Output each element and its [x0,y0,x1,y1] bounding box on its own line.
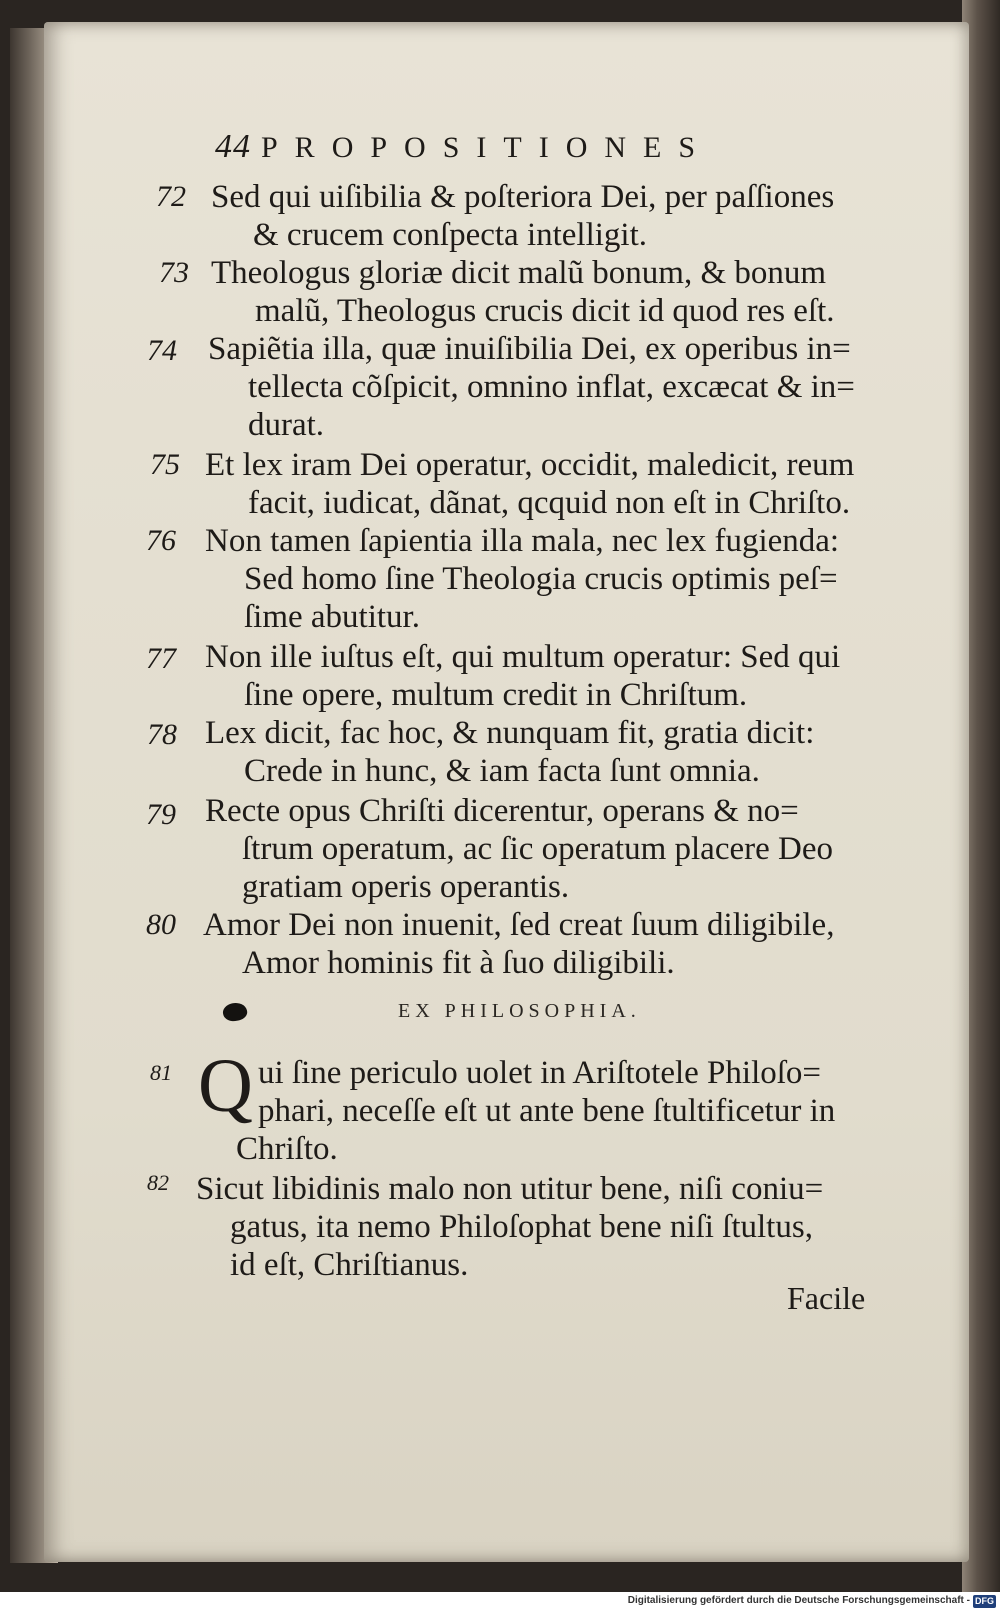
proposition-line: Non ille iuſtus eſt, qui multum operatur: Sed qui [205,639,841,675]
proposition-line: tellecta cõſpicit, omnino inflat, excæcat & in= [248,369,855,405]
proposition-line: Lex dicit, fac hoc, & nunquam fit, gratia dicit: [205,715,815,751]
proposition-number: 76 [146,524,176,557]
proposition-number: 72 [156,180,186,213]
proposition-line: gatus, ita nemo Philoſophat bene niſi ſtultus, [230,1209,813,1245]
proposition-line: Sed homo ſine Theologia crucis optimis peſ= [244,561,838,597]
proposition-line: Et lex iram Dei operatur, occidit, maledicit, reum [205,447,855,483]
proposition-number: 73 [159,256,189,289]
proposition-line: Sicut libidinis malo non utitur bene, niſi coniu= [196,1171,824,1207]
proposition-line: malũ, Theologus crucis dicit id quod res eſt. [255,293,835,329]
running-title: PROPOSITIONES [261,131,713,164]
proposition-line: id eſt, Chriſtianus. [230,1247,469,1283]
proposition-line: gratiam operis operantis. [242,869,570,905]
proposition-number: 80 [146,908,176,941]
dfg-logo: DFG [975,1596,994,1606]
proposition-line: Non tamen ſapientia illa mala, nec lex fugienda: [205,523,840,559]
proposition-line: Amor hominis fit à ſuo diligibili. [242,945,675,981]
proposition-line: ſime abutitur. [244,599,420,635]
proposition-number: 77 [146,642,176,675]
proposition-line: Theologus gloriæ dicit malũ bonum, & bonum [211,255,827,291]
section-heading: EX PHILOSOPHIA. [398,1000,641,1022]
proposition-number: 79 [146,798,176,831]
proposition-line: Recte opus Chriſti dicerentur, operans & no= [205,793,799,829]
proposition-line: Amor Dei non inuenit, ſed creat ſuum diligibile, [203,907,835,943]
proposition-line: facit, iudicat, dãnat, qcquid non eſt in Chriſto. [248,485,851,521]
proposition-line: durat. [248,407,325,443]
funding-credit: Digitalisierung gefördert durch die Deutsche Forschungsgemeinschaft - [627,1595,970,1606]
proposition-line: ui ſine periculo uolet in Ariſtotele Philoſo= [258,1055,822,1091]
proposition-line: Sapiẽtia illa, quæ inuiſibilia Dei, ex operibus in= [208,331,851,367]
proposition-line: Sed qui uiſibilia & poſteriora Dei, per paſſiones [211,179,835,215]
proposition-line: & crucem conſpecta intelligit. [253,217,648,253]
proposition-number: 82 [147,1170,169,1195]
proposition-line: Chriſto. [236,1131,338,1167]
catchword: Facile [787,1280,866,1316]
proposition-line: ſtrum operatum, ac ſic operatum placere Deo [242,831,833,867]
proposition-number: 78 [147,718,177,751]
digitization-footer [0,1592,1000,1612]
proposition-line: phari, neceſſe eſt ut ante bene ſtultificetur in [258,1093,836,1129]
proposition-number: 75 [150,448,180,481]
proposition-number: 81 [150,1060,172,1085]
page-header [215,128,712,166]
proposition-line: ſine opere, multum credit in Chriſtum. [244,677,748,713]
drop-cap-initial: Q [198,1044,253,1128]
proposition-number: 74 [147,334,177,367]
page-number: 44 [215,128,251,165]
proposition-line: Crede in hunc, & iam facta ſunt omnia. [244,753,760,789]
